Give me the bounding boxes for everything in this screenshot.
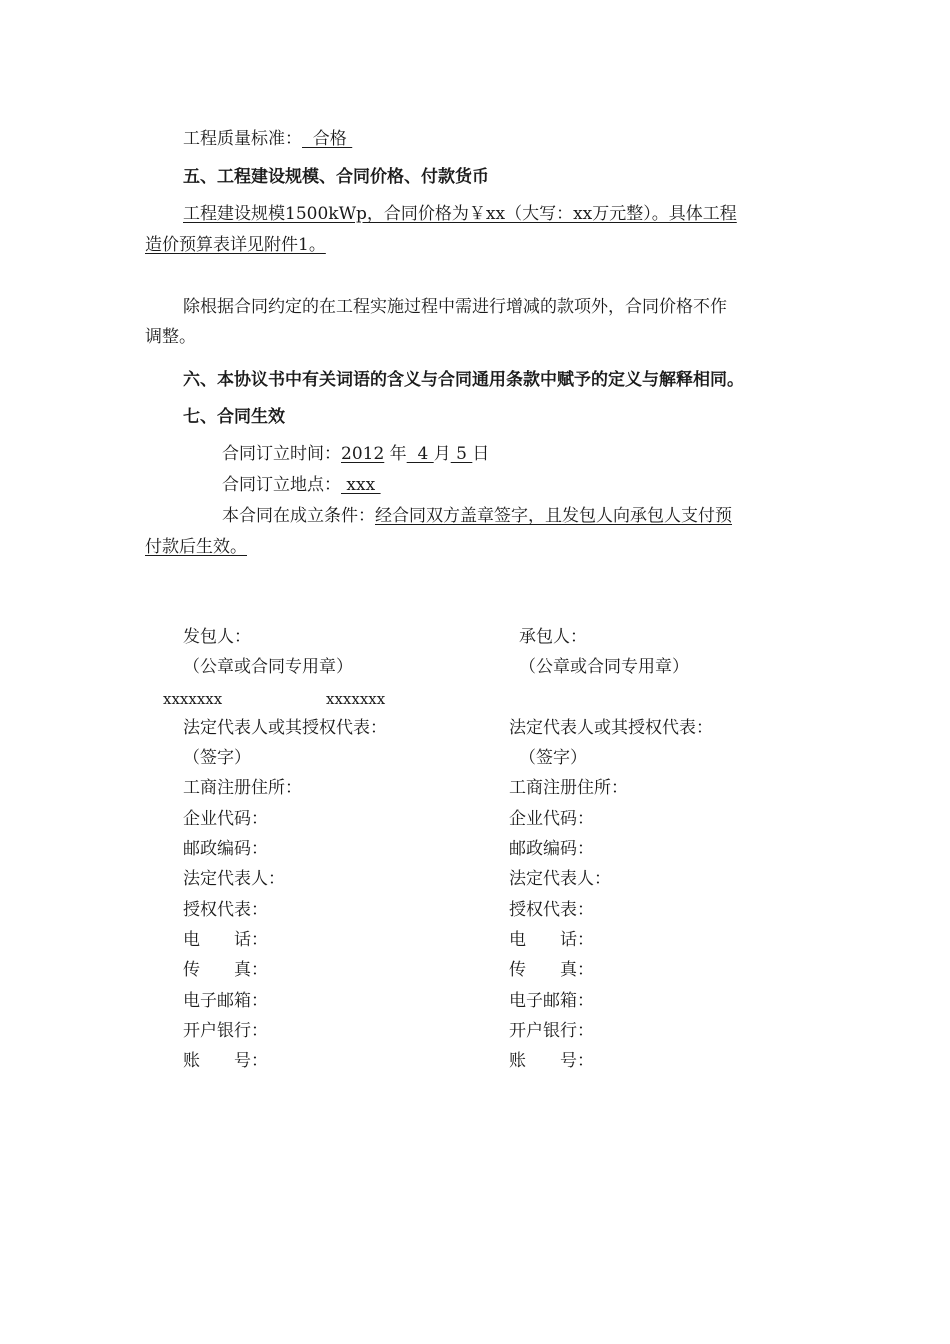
place-value: xxx	[341, 475, 381, 495]
date-year: 2012	[341, 444, 385, 464]
section5-p1-line2: 造价预算表详见附件1。	[145, 235, 326, 255]
right-field-postcode: 邮政编码：	[509, 839, 594, 859]
quality-label: 工程质量标准：	[183, 129, 302, 149]
right-party-seal: （公章或合同专用章）	[519, 657, 689, 677]
section5-p2-line2: 调整。	[145, 327, 196, 347]
quality-standard	[183, 128, 352, 150]
date-month: 4	[406, 444, 434, 464]
right-field-email: 电子邮箱：	[509, 991, 594, 1011]
date-year-unit: 年	[389, 444, 407, 464]
section5-p2-line1: 除根据合同约定的在工程实施过程中需进行增减的款项外，合同价格不作	[183, 297, 727, 317]
right-field-phone: 电 话：	[509, 930, 594, 950]
contract-date	[222, 443, 489, 465]
condition-line2: 付款后生效。	[145, 537, 247, 557]
section5-p1-line1: 工程建设规模1500kWp，合同价格为￥xx（大写：xx万元整）。具体工程	[183, 204, 737, 224]
left-party-rep: 法定代表人或其授权代表：	[183, 718, 387, 738]
condition-line1: 经合同双方盖章签字，且发包人向承包人支付预	[375, 506, 732, 526]
left-field-agent: 授权代表：	[183, 900, 268, 920]
section5-heading: 五、工程建设规模、合同价格、付款货币	[183, 167, 489, 187]
section7-heading: 七、合同生效	[183, 407, 285, 427]
left-field-bank: 开户银行：	[183, 1021, 268, 1041]
date-label: 合同订立时间：	[222, 444, 341, 464]
condition-label: 本合同在成立条件：	[222, 506, 375, 526]
date-day-unit: 日	[472, 444, 490, 464]
left-field-legal-rep: 法定代表人：	[183, 869, 285, 889]
right-party-name: xxxxxxx	[326, 690, 386, 708]
right-party-sign: （签字）	[519, 748, 587, 768]
left-field-account: 账 号：	[183, 1051, 268, 1071]
right-field-address: 工商注册住所：	[509, 778, 628, 798]
left-field-fax: 传 真：	[183, 960, 268, 980]
right-field-fax: 传 真：	[509, 960, 594, 980]
date-month-unit: 月	[433, 444, 451, 464]
left-party-title: 发包人：	[183, 627, 251, 647]
quality-value: 合格	[302, 129, 353, 149]
right-party-title: 承包人：	[519, 627, 587, 647]
section6-heading: 六、本协议书中有关词语的含义与合同通用条款中赋予的定义与解释相同。	[183, 370, 744, 390]
contract-condition	[222, 505, 732, 527]
right-field-bank: 开户银行：	[509, 1021, 594, 1041]
right-field-agent: 授权代表：	[509, 900, 594, 920]
left-field-postcode: 邮政编码：	[183, 839, 268, 859]
right-field-legal-rep: 法定代表人：	[509, 869, 611, 889]
right-field-account: 账 号：	[509, 1051, 594, 1071]
left-party-sign: （签字）	[183, 748, 251, 768]
contract-place	[222, 474, 381, 496]
left-field-address: 工商注册住所：	[183, 778, 302, 798]
right-field-code: 企业代码：	[509, 809, 594, 829]
left-field-code: 企业代码：	[183, 809, 268, 829]
left-field-email: 电子邮箱：	[183, 991, 268, 1011]
right-party-rep: 法定代表人或其授权代表：	[509, 718, 713, 738]
left-party-name: xxxxxxx	[163, 690, 223, 708]
place-label: 合同订立地点：	[222, 475, 341, 495]
date-day: 5	[450, 444, 473, 464]
left-field-phone: 电 话：	[183, 930, 268, 950]
left-party-seal: （公章或合同专用章）	[183, 657, 353, 677]
